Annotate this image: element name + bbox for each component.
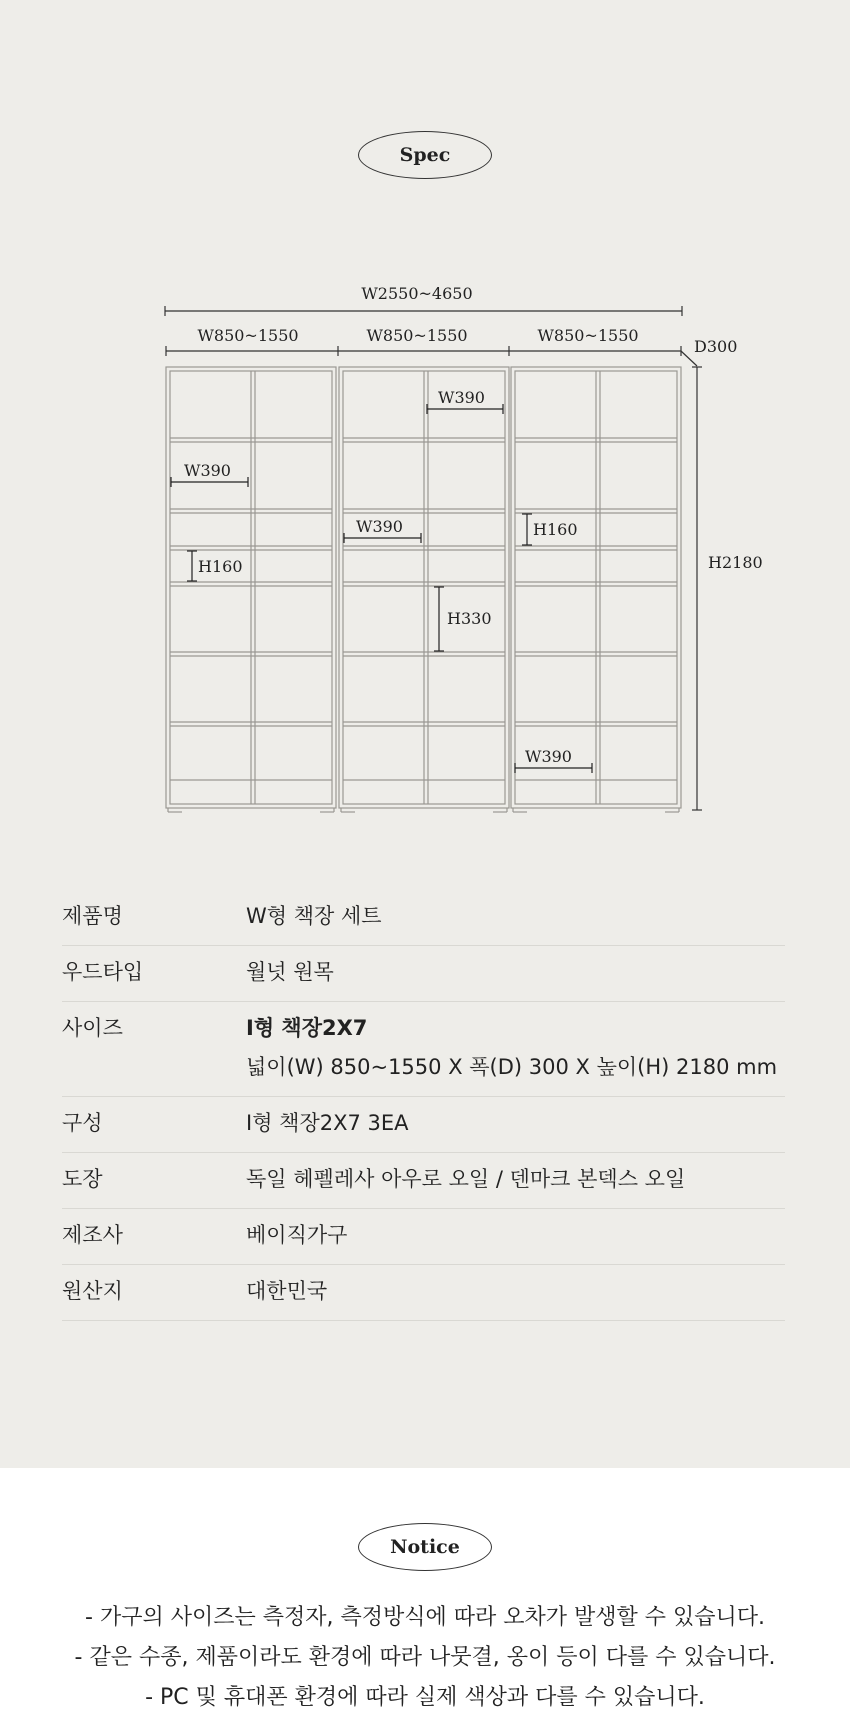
spec-row-label: 제조사 — [62, 1223, 123, 1247]
size-dimensions: 넓이(W) 850~1550 X 폭(D) 300 X 높이(H) 2180 mm — [246, 1055, 778, 1079]
spec-row-label: 우드타입 — [62, 960, 144, 984]
unit-width-label-3: W850~1550 — [537, 326, 639, 345]
spec-row-value: W형 책장 세트 — [246, 904, 382, 928]
spec-row-manufacturer — [62, 1209, 785, 1265]
spec-row-label: 원산지 — [62, 1279, 123, 1303]
spec-row-value: I형 책장2X7 3EA — [246, 1111, 409, 1135]
shelf-width-label-top-mid: W390 — [438, 388, 485, 407]
shelf-height-label-mid: H330 — [447, 609, 492, 628]
shelf-width-label-left: W390 — [184, 461, 231, 480]
size-model-name: I형 책장2X7 — [246, 1016, 368, 1040]
bookshelf-diagram — [0, 0, 850, 830]
spec-row-origin — [62, 1265, 785, 1321]
spec-row-value — [246, 1014, 785, 1082]
spec-row-product-name — [62, 890, 785, 946]
unit-width-label-1: W850~1550 — [197, 326, 299, 345]
notice-title-badge: Notice — [358, 1523, 492, 1571]
spec-row-finish — [62, 1153, 785, 1209]
spec-row-label: 구성 — [62, 1111, 103, 1135]
spec-row-size — [62, 1002, 785, 1097]
shelf-height-label-right: H160 — [533, 520, 578, 539]
spec-title-badge: Spec — [358, 131, 492, 179]
spec-row-label: 사이즈 — [62, 1016, 123, 1040]
shelf-width-label-mid: W390 — [356, 517, 403, 536]
spec-row-value: 대한민국 — [246, 1279, 328, 1303]
notice-line: - PC 및 휴대폰 환경에 따라 실제 색상과 다를 수 있습니다. — [145, 1685, 705, 1710]
unit-width-label-2: W850~1550 — [366, 326, 468, 345]
depth-label: D300 — [694, 337, 738, 356]
notice-list — [0, 1598, 850, 1718]
spec-row-wood-type — [62, 946, 785, 1002]
spec-row-value: 베이직가구 — [246, 1223, 348, 1247]
shelf-width-label-bottom-right: W390 — [525, 747, 572, 766]
spec-row-label: 도장 — [62, 1167, 103, 1191]
spec-row-value: 독일 헤펠레사 아우로 오일 / 덴마크 본덱스 오일 — [246, 1167, 686, 1191]
spec-row-value: 월넛 원목 — [246, 960, 334, 984]
spec-table — [62, 890, 785, 1321]
shelf-height-label-left: H160 — [198, 557, 243, 576]
notice-line: - 같은 수종, 제품이라도 환경에 따라 나뭇결, 옹이 등이 다를 수 있습니다. — [74, 1645, 776, 1670]
notice-line: - 가구의 사이즈는 측정자, 측정방식에 따라 오차가 발생할 수 있습니다. — [85, 1605, 765, 1630]
height-label: H2180 — [708, 553, 763, 572]
spec-row-label: 제품명 — [62, 904, 123, 928]
spec-row-composition — [62, 1097, 785, 1153]
total-width-label: W2550~4650 — [361, 284, 473, 303]
